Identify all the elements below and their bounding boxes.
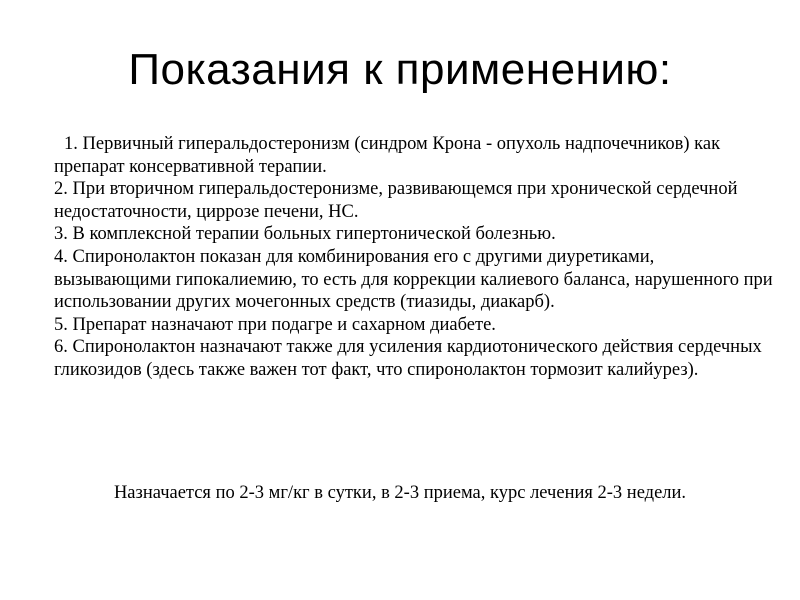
dosage-note: Назначается по 2-3 мг/кг в сутки, в 2-3 приема, курс лечения 2-3 недели. [113, 483, 687, 503]
indication-item-1: 1. Первичный гиперальдостеронизм (синдром Крона - опухоль надпочечников) как препарат консервативной терапии. [54, 134, 721, 177]
indications-list [54, 133, 774, 382]
indication-item-4: 4. Спиронолактон показан для комбинирования его с другими диуретиками, вызывающими гипокалиемию, то есть для коррекции калиевого баланса, нарушенного при использовании других мочегонных средств (тиазиды, диакарб). [54, 246, 773, 313]
indication-item-2: 2. При вторичном гиперальдостеронизме, развивающемся при хронической сердечной недостаточности, циррозе печени, НС. [54, 179, 738, 222]
indication-item-6: 6. Спиронолактон назначают также для усиления кардиотонического действия сердечных гликозидов (здесь также важен тот факт, что спиронолактон тормозит калийурез). [54, 337, 762, 380]
indication-item-5: 5. Препарат назначают при подагре и сахарном диабете. [54, 314, 496, 335]
indication-item-3: 3. В комплексной терапии больных гипертонической болезнью. [54, 224, 556, 245]
slide-title: Показания к применению: [128, 45, 672, 94]
